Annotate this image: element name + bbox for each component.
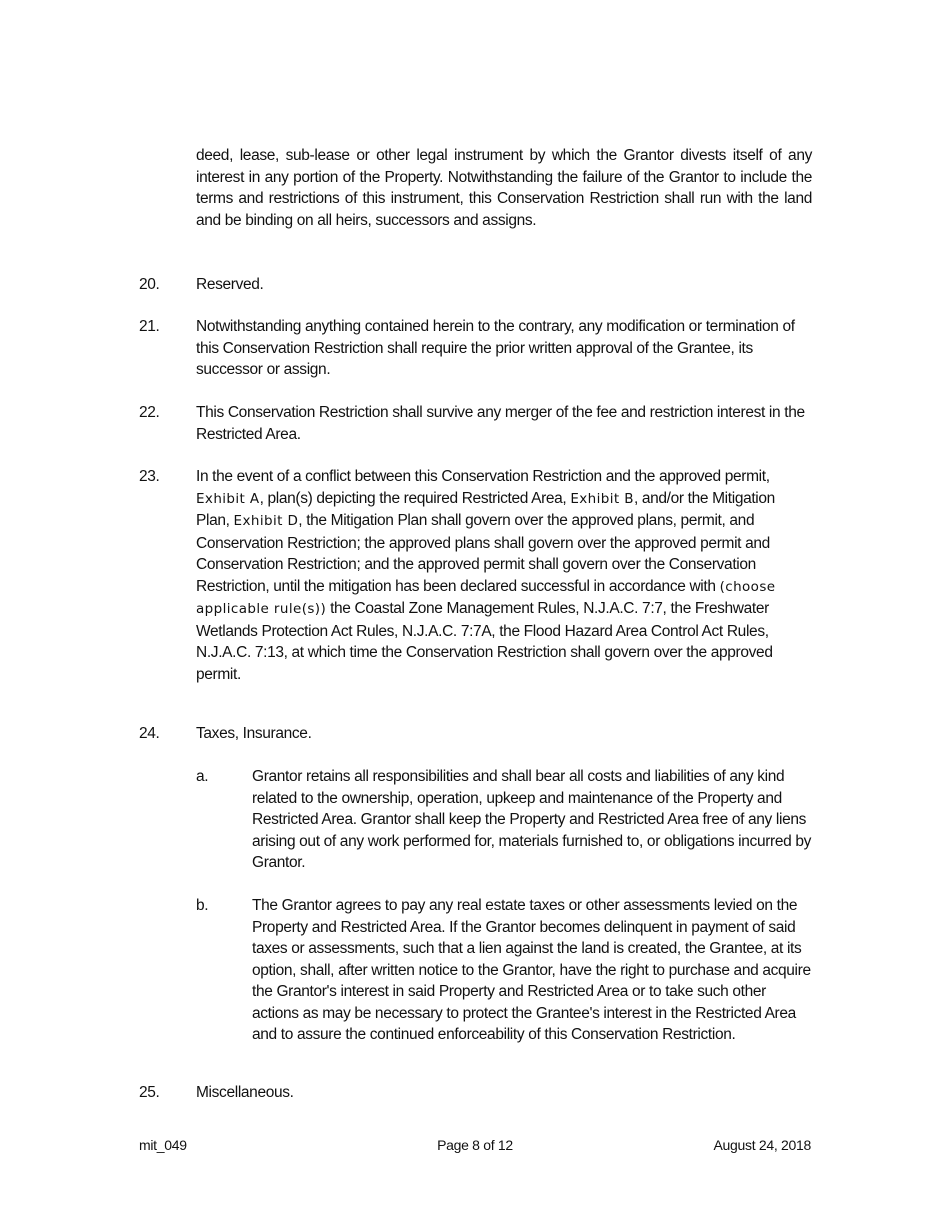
item-23-part4: , the Mitigation Plan shall govern over the approved plans, permit, and Conservation Restriction; the approved plans shall govern over the approved permit and Conservation Restriction; and the approved permit shall govern over the Conservation Restriction, until the mitigation has been declared successful in accordance with [196, 512, 770, 595]
item-23-part3: , and/or the Mitigation Plan, [196, 489, 775, 529]
subitem-text-b: The Grantor agrees to pay any real estate taxes or other assessments levied on the Property and Restricted Area. If the Grantor becomes delinquent in payment of said taxes or assessments, such that a lien against the land is created, the Grantee, at its option, shall, after written notice to the Grantor, have the right to purchase and acquire the Grantor's interest in said Property and Restricted Area or to take such other actions as may be necessary to protect the Grantee's interest in the Restricted Area and to assure the continued enforceability of this Conservation Restriction. [252, 897, 811, 1043]
subitem-letter-a: a. [196, 768, 209, 785]
item-number-20: 20. [139, 276, 160, 293]
exhibit-d-label: Exhibit D [233, 513, 299, 529]
item-number-23: 23. [139, 468, 160, 485]
item-text-23 [196, 466, 808, 685]
item-number-21: 21. [139, 318, 160, 335]
item-23-part5: the Coastal Zone Management Rules, N.J.A.C. 7:7, the Freshwater Wetlands Protection Act Rules, N.J.A.C. 7:7A, the Flood Hazard Area Control Act Rules, N.J.A.C. 7:13, at which time the Conservation Restriction shall govern over the approved permit. [196, 600, 773, 683]
item-number-22: 22. [139, 404, 160, 421]
item-number-24: 24. [139, 725, 160, 742]
item-text-24: Taxes, Insurance. [196, 725, 312, 742]
item-23-part2: , plan(s) depicting the required Restricted Area, [259, 489, 571, 507]
item-text-22: This Conservation Restriction shall survive any merger of the fee and restriction interest in the Restricted Area. [196, 404, 805, 443]
item-text-25: Miscellaneous. [196, 1084, 294, 1101]
exhibit-a-label: Exhibit A [196, 490, 260, 507]
item-text-20: Reserved. [196, 276, 264, 293]
item-text-21: Notwithstanding anything contained herein to the contrary, any modification or termination of this Conservation Restriction shall require the prior written approval of the Grantee, its successor or assign. [196, 318, 795, 378]
choose-rule-placeholder: (choose applicable rule(s)) [196, 578, 776, 617]
footer-date: August 24, 2018 [713, 1137, 811, 1153]
subitem-letter-b: b. [196, 897, 209, 914]
item-number-25: 25. [139, 1084, 160, 1101]
footer-page-number: Page 8 of 12 [437, 1137, 513, 1153]
continuation-paragraph: deed, lease, sub-lease or other legal instrument by which the Grantor divests itself of any interest in any portion of the Property. Notwithstanding the failure of the Grantor to include the terms and restrictions of this instrument, this Conservation Restriction shall run with the land and be binding on all heirs, successors and assigns. [196, 147, 812, 229]
footer-doc-id: mit_049 [139, 1137, 187, 1153]
subitem-text-a: Grantor retains all responsibilities and shall bear all costs and liabilities of any kind related to the ownership, operation, upkeep and maintenance of the Property and Restricted Area. Grantor shall keep the Property and Restricted Area free of any liens arising out of any work performed for, materials furnished to, or obligations incurred by Grantor. [252, 768, 812, 871]
item-23-part1: In the event of a conflict between this Conservation Restriction and the approved permit, [196, 468, 770, 485]
exhibit-b-label: Exhibit B [570, 490, 634, 507]
